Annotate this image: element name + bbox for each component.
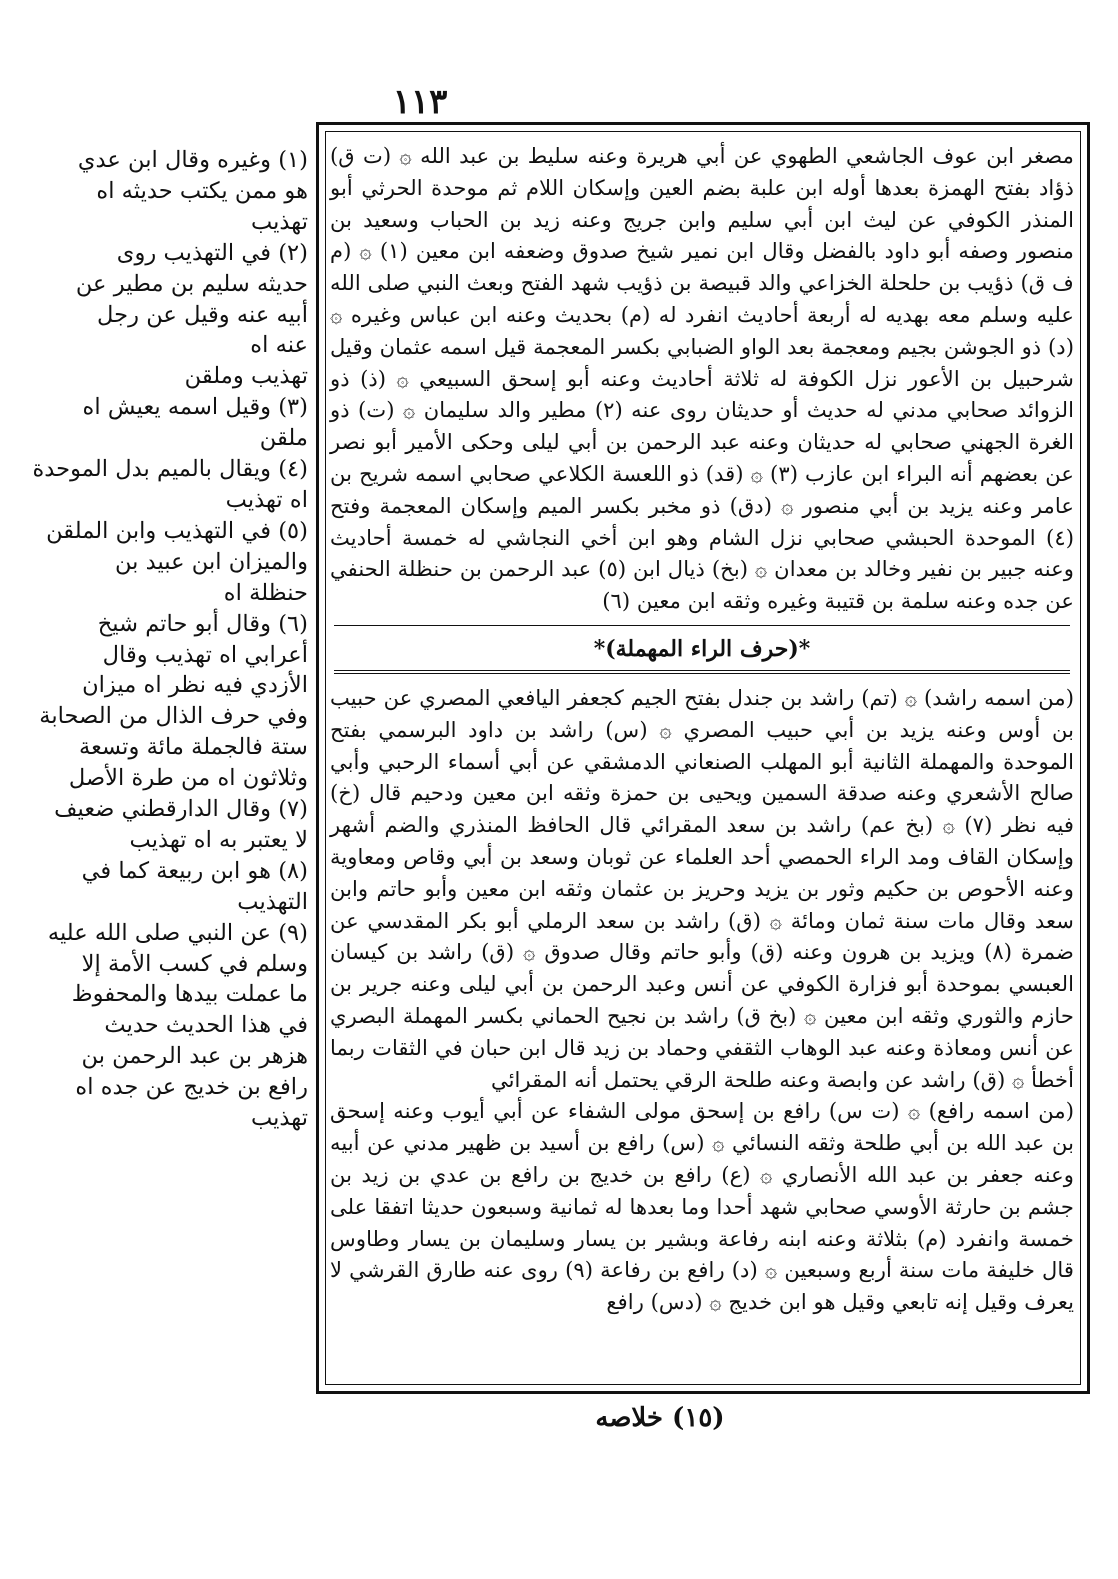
margin-note-line: الأزدي فيه نظر اه ميزان [82, 672, 308, 699]
margin-note-line: رافع بن خديج عن جده اه [75, 1074, 308, 1101]
main-text [330, 140, 1074, 1318]
margin-note-line: ملقن [259, 425, 308, 452]
margin-note-line: وفي حرف الذال من الصحابة [39, 703, 308, 730]
margin-note-line: في هذا الحديث حديث [104, 1012, 308, 1039]
margin-note-line: هو ممن يكتب حديثه اه [96, 177, 308, 204]
margin-note-line: وثلاثون اه من طرة الأصل [68, 765, 308, 792]
main-text-block-rafi: (من اسمه رافع) ۞ (ت س) رافع بن إسحق مولى الشفاء عن أبي أيوب وعنه إسحق بن عبد الله بن أبي طلحة وثقه النسائي ۞ (س) رافع بن أسيد بن ظهير مدني عن أبيه وعنه جعفر بن عبد الله الأنصاري ۞ (ع) رافع بن خديج بن رافع بن عدي بن زيد بن جشم بن حارثة الأوسي صحابي شهد أحدا وما بعدها له ثمانية وسبعون حديثا اتفقا على خمسة وانفرد (م) بثلاثة وعنه ابنه رفاعة وبشير بن يسار وسليمان بن يسار وطاوس قال خليفة مات سنة أربع وسبعين ۞ (د) رافع بن رفاعة (٩) روى عنه طارق القرشي لا يعرف وقيل إنه تابعي وقيل هو ابن خديج ۞ (دس) رافع [330, 1098, 1074, 1315]
margin-note-line: (٩) عن النبي صلى الله عليه [47, 919, 308, 946]
heading-double-rule [334, 670, 1070, 674]
margin-note-line: اه تهذيب [225, 486, 308, 513]
margin-note-line: تهذيب [250, 1105, 308, 1132]
section-divider [334, 625, 1070, 626]
margin-note-line: (٢) في التهذيب روى [116, 239, 308, 266]
margin-note-line: (٥) في التهذيب وابن الملقن [46, 517, 308, 544]
margin-note-line: حديثه سليم بن مطير عن [75, 270, 308, 297]
margin-note-line: لا يعتبر به اه تهذيب [129, 826, 308, 853]
margin-note-line: (٤) ويقال بالميم بدل الموحدة [32, 456, 308, 483]
main-text-block-dhal: مصغر ابن عوف الجاشعي الطهوي عن أبي هريرة وعنه سليط بن عبد الله ۞ (ت ق) ذؤاد بفتح الهمزة بعدها أوله ابن علبة بضم العين وإسكان اللام ثم موحدة الحرثي أبو المنذر الكوفي عن ليث ابن أبي سليم وابن جريج وعنه زيد بن الحباب وسعيد بن منصور وصفه أبو داود بالفضل وقال ابن نمير شيخ صدوق وضعفه ابن معين (١) ۞ (م ف ق) ذؤيب بن حلحلة الخزاعي والد قبيصة بن ذؤيب شهد الفتح وبعث النبي صلى الله عليه وسلم معه بهديه له أربعة أحاديث انفرد له (م) بحديث وعنه ابن عباس وغيره ۞ (د) ذو الجوشن بجيم ومعجمة بعد الواو الضبابي بكسر المعجمة قيل اسمه عثمان وقيل شرحبيل بن الأعور نزل الكوفة له ثلاثة أحاديث وعنه أبو إسحق السبيعي ۞ (ذ) ذو الزوائد صحابي مدني له حديث أو حديثان روى عنه (٢) مطير والد سليمان ۞ (ت) ذو الغرة الجهني صحابي له حديثان وعنه عبد الرحمن بن أبي ليلى وحكى الأمير أبو نصر عن بعضهم أنه البراء ابن عازب (٣) ۞ (قد) ذو اللعسة الكلاعي صحابي اسمه شريح بن عامر وعنه يزيد بن أبي منصور ۞ (دق) ذو مخبر بكسر الميم وإسكان المعجمة وفتح (٤) الموحدة الحبشي صحابي نزل الشام وهو ابن أخي النجاشي له خمسة أحاديث وعنه جبير بن نفير وخالد بن معدان ۞ (بخ) ذيال ابن (٥) عبد الرحمن بن حنظلة الحنفي عن جده وعنه سلمة بن قتيبة وغيره وثقه ابن معين (٦) [330, 143, 1075, 614]
margin-note-line: التهذيب [237, 888, 308, 915]
margin-notes [12, 145, 308, 1134]
margin-note-line: وسلم في كسب الأمة إلا [81, 950, 308, 977]
margin-note-line: تهذيب وملقن [184, 363, 308, 390]
margin-note-line: (٧) وقال الدارقطني ضعيف [54, 796, 308, 823]
margin-note-line: ستة فالجملة مائة وتسعة [79, 734, 308, 761]
main-text-block-rashid: (من اسمه راشد) ۞ (تم) راشد بن جندل بفتح الجيم كجعفر اليافعي المصري عن حبيب بن أوس وعنه يزيد بن أبي حبيب المصري ۞ (س) راشد بن داود البرسمي بفتح الموحدة والمهملة الثانية أبو المهلب الصنعاني الدمشقي عن أبي أسماء الرحبي وأبي صالح الأشعري وعنه صدقة السمين ويحيى بن حمزة وثقه ابن معين ودحيم قال (خ) فيه نظر (٧) ۞ (بخ عم) راشد بن سعد المقرائي قال الحافظ المنذري والضم أشهر وإسكان القاف ومد الراء الحمصي أحد العلماء عن ثوبان وسعد بن أبي وقاص ومعاوية وعنه الأحوص بن حكيم وثور بن يزيد وحريز بن عثمان وثقه ابن معين وأبو حاتم وابن سعد وقال مات سنة ثمان ومائة ۞ (ق) راشد بن سعد الرملي أبو بكر المقدسي عن ضمرة (٨) ويزيد بن هرون وعنه (ق) وأبو حاتم وقال صدوق ۞ (ق) راشد بن كيسان العبسي بموحدة أبو فزارة الكوفي عن أنس وعبد الرحمن بن أبي ليلى وعنه جرير بن حازم والثوري وثقه ابن معين ۞ (بخ ق) راشد بن نجيح الحماني بكسر المهملة البصري عن أنس ومعاذة وعنه عبد الوهاب الثقفي وحماد بن زيد قال ابن حبان في الثقات ربما أخطأ ۞ (ق) راشد عن وابصة وعنه طلحة الرقي يحتمل أنه المقرائي [330, 684, 1074, 1092]
margin-note-line: عنه اه [250, 332, 308, 359]
section-heading: *(حرف الراء المهملة)* [593, 635, 811, 662]
page-number: ١١٣ [392, 82, 448, 122]
margin-note-line: هزهر بن عبد الرحمن بن [81, 1043, 308, 1070]
margin-note-line: حنظلة اه [223, 579, 308, 606]
signature-footer: (١٥) خلاصه [595, 1403, 725, 1433]
margin-note-line: (٣) وقيل اسمه يعيش اه [82, 394, 308, 421]
margin-note-line: (٦) وقال أبو حاتم شيخ [97, 610, 308, 637]
margin-note-line: ما عملت بيدها والمحفوظ [71, 981, 308, 1008]
margin-note-line: تهذيب [250, 208, 308, 235]
margin-note-line: أعرابي اه تهذيب وقال [102, 641, 308, 668]
margin-note-line: أبيه عنه وقيل عن رجل [97, 301, 308, 328]
margin-note-line: والميزان ابن عبيد بن [114, 548, 308, 575]
margin-note-line: (٨) هو ابن ربيعة كما في [81, 857, 308, 884]
margin-note-line: (١) وغيره وقال ابن عدي [77, 147, 308, 173]
